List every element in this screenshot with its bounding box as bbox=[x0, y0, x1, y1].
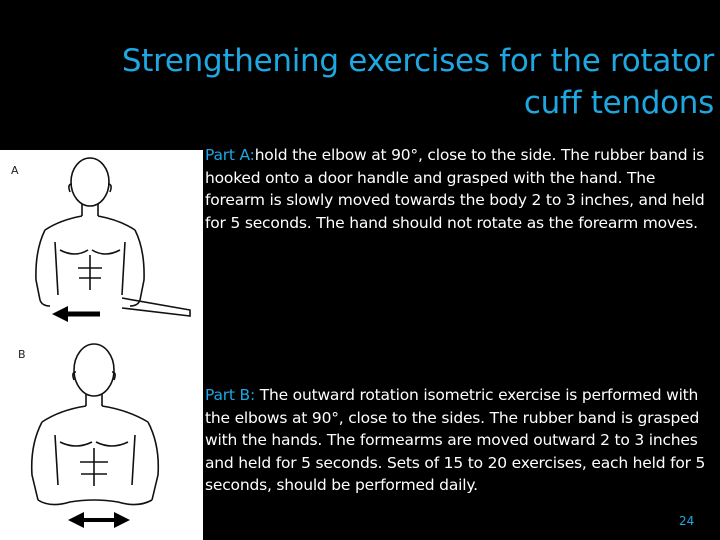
figure-label-a: A bbox=[11, 164, 19, 177]
figure-b-arrowhead-right-icon bbox=[114, 512, 130, 528]
figure-b-arrowhead-left-icon bbox=[68, 512, 84, 528]
part-b-paragraph bbox=[205, 384, 717, 497]
part-b-label: Part B: bbox=[205, 386, 255, 404]
page-number: 24 bbox=[679, 514, 695, 528]
part-a-text: hold the elbow at 90°, close to the side. The rubber band is hooked onto a door handle and grasped with the hand. The forearm is slowly moved towards the body 2 to 3 inches, and held for 5 seconds. The hand should not rotate as the forearm moves. bbox=[205, 146, 705, 232]
figure-a-torso-drawing bbox=[36, 158, 190, 316]
figure-a-arrowhead-icon bbox=[52, 306, 68, 322]
part-b-text: The outward rotation isometric exercise is performed with the elbows at 90°, close to the sides. The rubber band is grasped with the hands. The formearms are moved outward 2 to 3 inches and held for 5 seconds. Sets of 15 to 20 exercises, each held for 5 seconds, should be performed daily. bbox=[205, 386, 706, 494]
part-a-label: Part A: bbox=[205, 146, 255, 164]
part-a-paragraph bbox=[205, 144, 717, 234]
slide-title: Strengthening exercises for the rotator cuff tendons bbox=[121, 43, 714, 121]
figure-label-b: B bbox=[18, 348, 26, 361]
figure-b-torso-drawing bbox=[32, 344, 159, 505]
exercise-illustration bbox=[0, 150, 203, 540]
